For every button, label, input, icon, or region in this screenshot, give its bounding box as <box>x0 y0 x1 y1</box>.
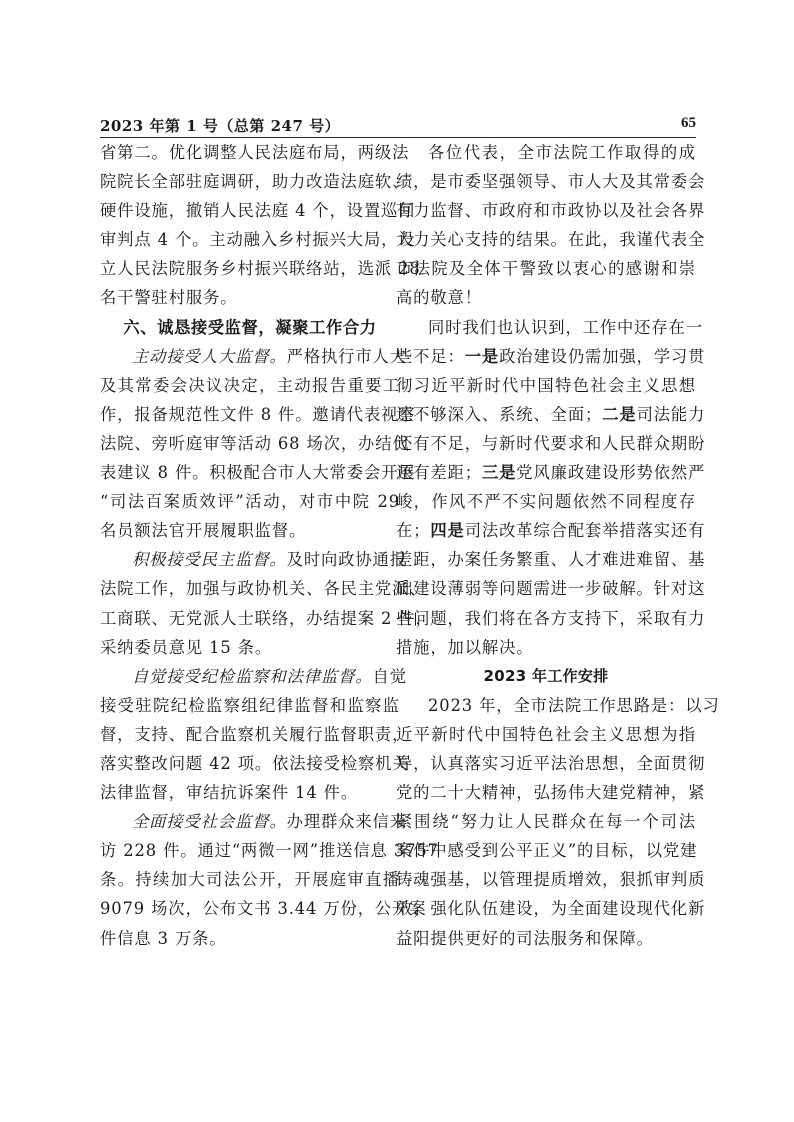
line-text: 硬件设施，撤销人民法庭 4 个，设置巡回 <box>100 201 416 221</box>
text-line <box>396 283 696 312</box>
line-text: 大力关心支持的结果。在此，我谨代表全 <box>396 230 706 250</box>
line-text: 法院工作，加强与政协机关、各民主党派、 <box>100 579 427 599</box>
line-text: 严格执行市人大 <box>286 346 407 366</box>
line-text: 还有差距； <box>396 463 482 483</box>
text-line <box>100 458 416 487</box>
line-text: 2023 年，全市法院工作思路是：以习 <box>428 695 720 715</box>
text-line <box>396 865 706 894</box>
line-text: 督，支持、配合监察机关履行监督职责， <box>100 724 410 744</box>
text-line <box>100 487 400 516</box>
text-line <box>100 604 433 633</box>
line-text: 及时向政协通报 <box>286 550 407 570</box>
line-text: 2023 年工作安排 <box>483 666 609 685</box>
line-text: 院院长全部驻庭调研，助力改造法庭软、 <box>100 172 410 192</box>
bold-marker: 四是 <box>430 521 465 541</box>
text-line <box>396 167 706 196</box>
lead-phrase: 主动接受人大监督。 <box>132 346 287 366</box>
lead-phrase: 全面接受社会监督。 <box>132 812 287 832</box>
text-line <box>396 691 720 720</box>
text-line <box>396 313 703 342</box>
bold-marker: 二是 <box>602 404 637 424</box>
text-line <box>100 894 427 923</box>
line-text: 绩，是市委坚强领导、市人大及其常委会 <box>396 172 706 192</box>
text-line <box>396 342 706 371</box>
line-text: 立人民法院服务乡村振兴联络站，选派 28 <box>100 259 421 279</box>
line-text: 及其常委会决议决定，主动报告重要工 <box>100 375 400 395</box>
line-text: 些问题，我们将在各方支持下，采取有力 <box>396 608 706 628</box>
line-text: 工商联、无党派人士联络，办结提案 2 件， <box>100 608 433 628</box>
line-text: 高的敬意！ <box>396 288 482 308</box>
line-text: 落实整改问题 42 项。依法接受检察机关 <box>100 753 410 773</box>
section-heading <box>100 313 400 342</box>
line-text: 措施，加以解决。 <box>396 637 534 657</box>
line-text: 表建议 8 件。积极配合市人大常委会开展 <box>100 463 416 483</box>
text-line <box>100 691 400 720</box>
text-line <box>396 545 706 574</box>
page-number: 65 <box>681 115 696 131</box>
text-line <box>396 225 706 254</box>
line-text: 案件中感受到公平正义”的目标，以党建 <box>396 841 698 861</box>
text-line <box>100 807 407 836</box>
line-text: 还有不足，与新时代要求和人民群众期盼 <box>396 433 706 453</box>
text-line <box>396 458 706 487</box>
text-line <box>100 254 421 283</box>
line-text: 法院、旁听庭审等活动 68 场次，办结代 <box>100 433 410 453</box>
text-line <box>396 400 706 429</box>
line-text: 条。持续加大司法公开，开展庭审直播 <box>100 870 400 890</box>
text-line <box>396 924 696 953</box>
section-title <box>396 662 696 691</box>
line-text: 各位代表，全市法院工作取得的成 <box>428 143 696 162</box>
line-text: 市法院及全体干警致以衷心的感谢和崇 <box>396 259 696 279</box>
line-text: 础建设薄弱等问题需进一步破解。针对这 <box>396 579 706 599</box>
text-line <box>396 516 706 545</box>
text-line <box>100 924 400 953</box>
line-text: “司法百案质效评”活动，对市中院 29 <box>100 492 400 512</box>
line-text: 办理群众来信来 <box>286 812 407 832</box>
line-text: 党的二十大精神，弘扬伟大建党精神，紧 <box>396 783 706 803</box>
text-line <box>396 487 696 516</box>
line-text: 件信息 3 万条。 <box>100 928 227 948</box>
line-text: 在； <box>396 521 431 541</box>
line-text: 9079 场次，公布文书 3.44 万份，公开案 <box>100 899 427 919</box>
line-text: 名员额法官开展履职监督。 <box>100 521 307 541</box>
text-line <box>100 516 400 545</box>
line-text: 作，报备规范性文件 8 件。邀请代表视察 <box>100 404 416 424</box>
text-line <box>396 720 696 749</box>
text-line <box>100 720 410 749</box>
line-text: 接受驻院纪检监察组纪律监督和监察监 <box>100 695 400 715</box>
line-text: 差距，办案任务繁重、人才难进难留、基 <box>396 550 706 570</box>
line-text: 自觉 <box>372 666 407 686</box>
line-text: 六、诚恳接受监督，凝聚工作合力 <box>123 317 377 337</box>
text-line <box>396 138 696 167</box>
line-text: 紧围绕“努力让人民群众在每一个司法 <box>396 812 696 832</box>
text-line <box>396 807 696 836</box>
issue-label: 2023 年第 1 号（总第 247 号） <box>100 117 341 135</box>
text-line <box>100 167 410 196</box>
line-text: 近平新时代中国特色社会主义思想为指 <box>396 724 696 744</box>
line-text: 名干警驻村服务。 <box>100 288 238 308</box>
text-line <box>396 196 706 225</box>
lead-phrase: 自觉接受纪检监察和法律监督。 <box>132 666 373 686</box>
text-line <box>396 574 706 603</box>
text-line <box>100 662 407 691</box>
line-text: 司法能力 <box>636 404 706 424</box>
line-text: 效，强化队伍建设，为全面建设现代化新 <box>396 899 706 919</box>
line-text: 导，认真落实习近平法治思想，全面贯彻 <box>396 753 706 773</box>
text-line <box>100 429 410 458</box>
text-line <box>396 254 696 283</box>
line-text: 审判点 4 个。主动融入乡村振兴大局，设 <box>100 230 416 250</box>
line-text: 峻，作风不严不实问题依然不同程度存 <box>396 492 696 512</box>
line-text: 访 228 件。通过“两微一网”推送信息 3757 <box>100 841 439 861</box>
line-text: 政治建设仍需加强，学习贯 <box>499 346 706 366</box>
line-text: 党风廉政建设形势依然严 <box>516 463 706 483</box>
text-line <box>100 836 439 865</box>
line-text: 益阳提供更好的司法服务和保障。 <box>396 928 654 948</box>
text-line <box>100 545 407 574</box>
line-text: 彻习近平新时代中国特色社会主义思想 <box>396 375 696 395</box>
lead-phrase: 积极接受民主监督。 <box>132 550 287 570</box>
text-line <box>100 778 400 807</box>
line-text: 采纳委员意见 15 条。 <box>100 637 273 657</box>
text-line <box>396 604 706 633</box>
text-line <box>100 633 400 662</box>
bold-marker: 三是 <box>481 463 517 483</box>
text-line <box>100 865 400 894</box>
right-column <box>396 138 720 953</box>
line-text: 有力监督、市政府和市政协以及社会各界 <box>396 201 706 221</box>
text-line <box>100 196 416 225</box>
line-text: 些不足： <box>396 346 465 366</box>
text-line <box>396 749 706 778</box>
text-line <box>396 836 696 865</box>
text-line <box>100 342 407 371</box>
running-header <box>100 113 696 138</box>
bold-marker: 一是 <box>464 346 500 366</box>
text-line <box>100 371 400 400</box>
text-line <box>100 283 400 312</box>
line-text: 还不够深入、系统、全面； <box>396 404 603 424</box>
text-line <box>396 371 696 400</box>
line-text: 省第二。优化调整人民法庭布局，两级法 <box>100 143 410 162</box>
text-line <box>100 400 416 429</box>
text-line <box>396 633 696 662</box>
text-line <box>396 778 706 807</box>
text-line <box>100 225 416 254</box>
text-line <box>100 749 410 778</box>
line-text: 铸魂强基，以管理提质增效，狠抓审判质 <box>396 870 706 890</box>
text-line <box>100 138 410 167</box>
line-text: 司法改革综合配套举措落实还有 <box>464 521 706 541</box>
line-text: 法律监督，审结抗诉案件 14 件。 <box>100 783 359 803</box>
text-line <box>100 574 427 603</box>
line-text: 同时我们也认识到，工作中还存在一 <box>428 317 703 337</box>
text-line <box>396 429 706 458</box>
text-line <box>396 894 706 923</box>
